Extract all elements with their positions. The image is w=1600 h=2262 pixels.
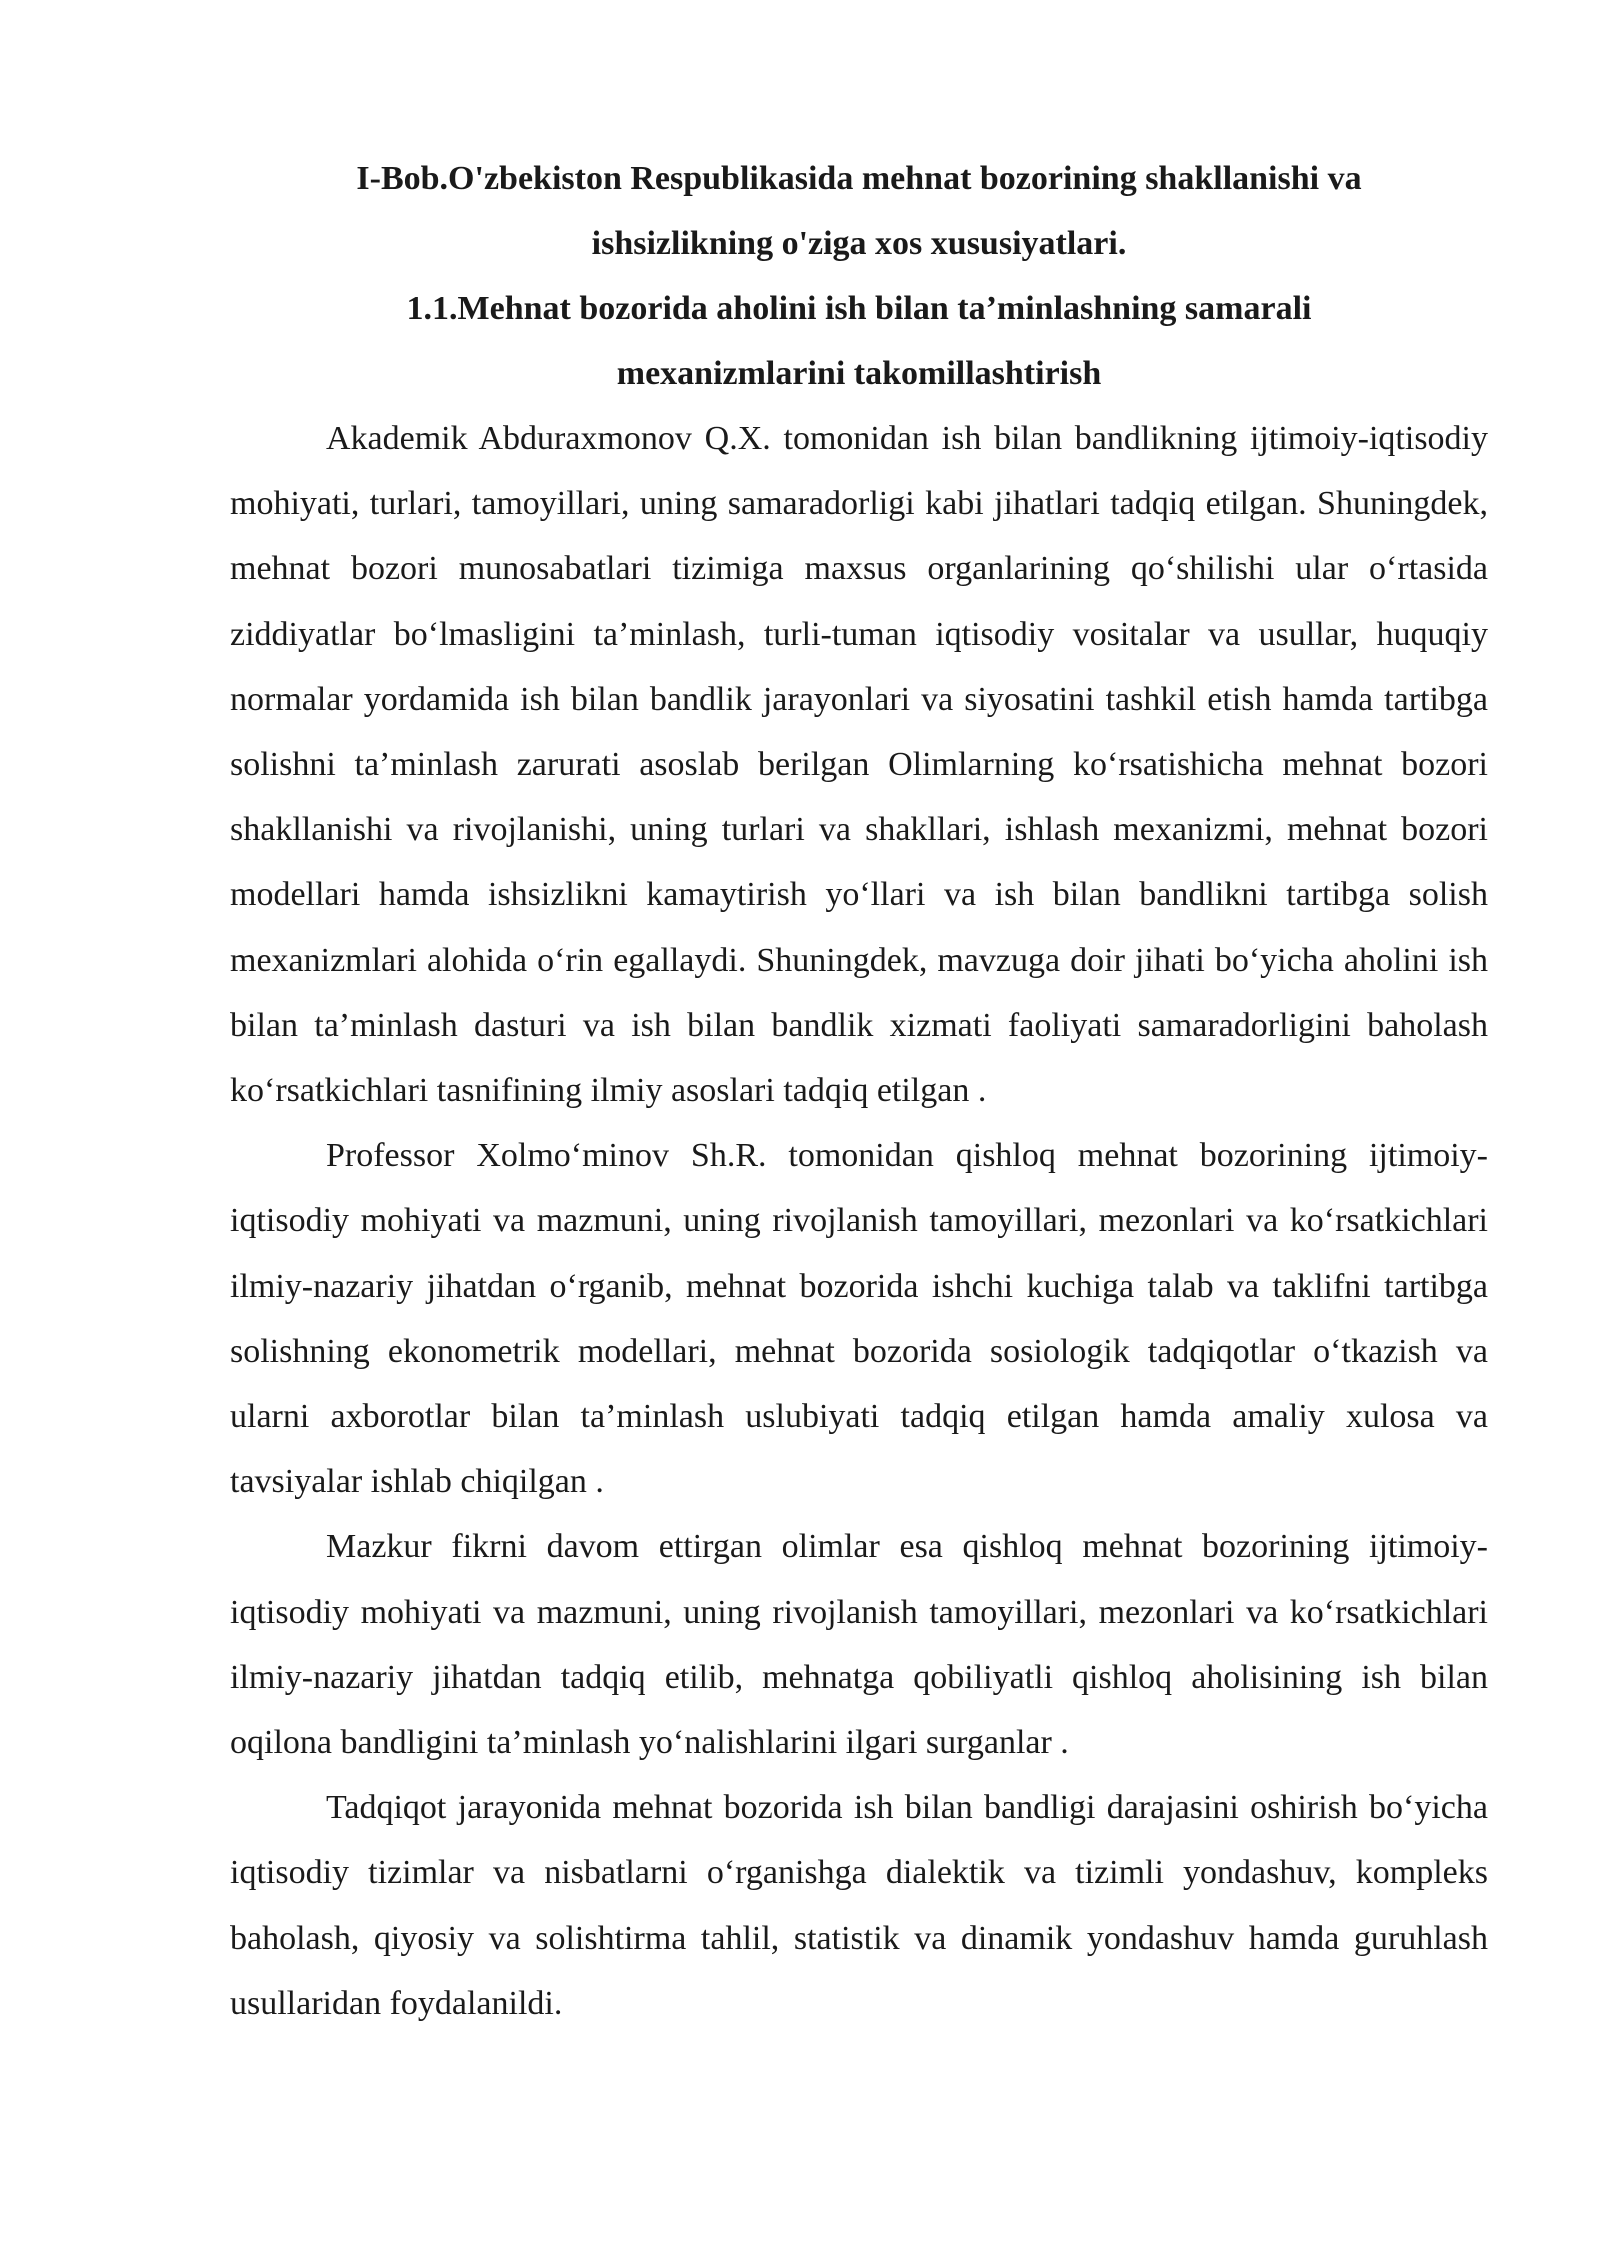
chapter-title-line-2: ishsizlikning o'ziga xos xususiyatlari. [591,225,1127,262]
body-paragraph-1: Akademik Abduraxmonov Q.X. tomonidan ish bilan bandlikning ijtimoiy-iqtisodiy mohiyati, turlari, tamoyillari, uning samaradorligi kabi jihatlari tadqiq etilgan. Shuningdek, mehnat bozori munosabatlari tizimiga maxsus organlarining qo‘shilishi ular o‘rtasida ziddiyatlar bo‘lmasligini ta’minlash, turli-tuman iqtisodiy vositalar va usullar, huquqiy normalar yordamida ish bilan bandlik jarayonlari va siyosatini tashkil etish hamda tartibga solishni ta’minlash zarurati asoslab berilgan Olimlarning ko‘rsatishicha mehnat bozori shakllanishi va rivojlanishi, uning turlari va shakllari, ishlash mexanizmi, mehnat bozori modellari hamda ishsizlikni kamaytirish yo‘llari va ish bilan bandlikni tartibga solish mexanizmlari alohida o‘rin egallaydi. Shuningdek, mavzuga doir jihati bo‘yicha aholini ish bilan ta’minlash dasturi va ish bilan bandlik xizmati faoliyati samaradorligini baholash ko‘rsatkichlari tasnifining ilmiy asoslari tadqiq etilgan . [230,420,1488,1110]
chapter-title-line-1: I-Bob.O'zbekiston Respublikasida mehnat bozorining shakllanishi va [356,160,1362,197]
body-paragraph-2: Professor Xolmo‘minov Sh.R. tomonidan qishloq mehnat bozorining ijtimoiy-iqtisodiy mohiyati va mazmuni, uning rivojlanish tamoyillari, mezonlari va ko‘rsatkichlari ilmiy-nazariy jihatdan o‘rganib, mehnat bozorida ishchi kuchiga talab va taklifni tartibga solishning ekonometrik modellari, mehnat bozorida sosiologik tadqiqotlar o‘tkazish va ularni axborotlar bilan ta’minlash uslubiyati tadqiq etilgan hamda amaliy xulosa va tavsiyalar ishlab chiqilgan . [230,1137,1488,1501]
section-title-line-2: mexanizmlarini takomillashtirish [616,355,1102,392]
chapter-title [230,146,1488,276]
body-paragraph-4: Tadqiqot jarayonida mehnat bozorida ish bilan bandligi darajasini oshirish bo‘yicha iqtisodiy tizimlar va nisbatlarni o‘rganishga dialektik va tizimli yondashuv, kompleks baholash, qiyosiy va solishtirma tahlil, statistik va dinamik yondashuv hamda guruhlash usullaridan foydalanildi. [230,1789,1488,2022]
document-page [230,146,1488,2036]
body-paragraph-3: Mazkur fikrni davom ettirgan olimlar esa qishloq mehnat bozorining ijtimoiy-iqtisodiy mohiyati va mazmuni, uning rivojlanish tamoyillari, mezonlari va ko‘rsatkichlari ilmiy-nazariy jihatdan tadqiq etilib, mehnatga qobiliyatli qishloq aholisining ish bilan oqilona bandligini ta’minlash yo‘nalishlarini ilgari surganlar . [230,1528,1488,1762]
section-title-line-1: 1.1.Mehnat bozorida aholini ish bilan ta’minlashning samarali [406,290,1312,327]
section-title [230,276,1488,406]
